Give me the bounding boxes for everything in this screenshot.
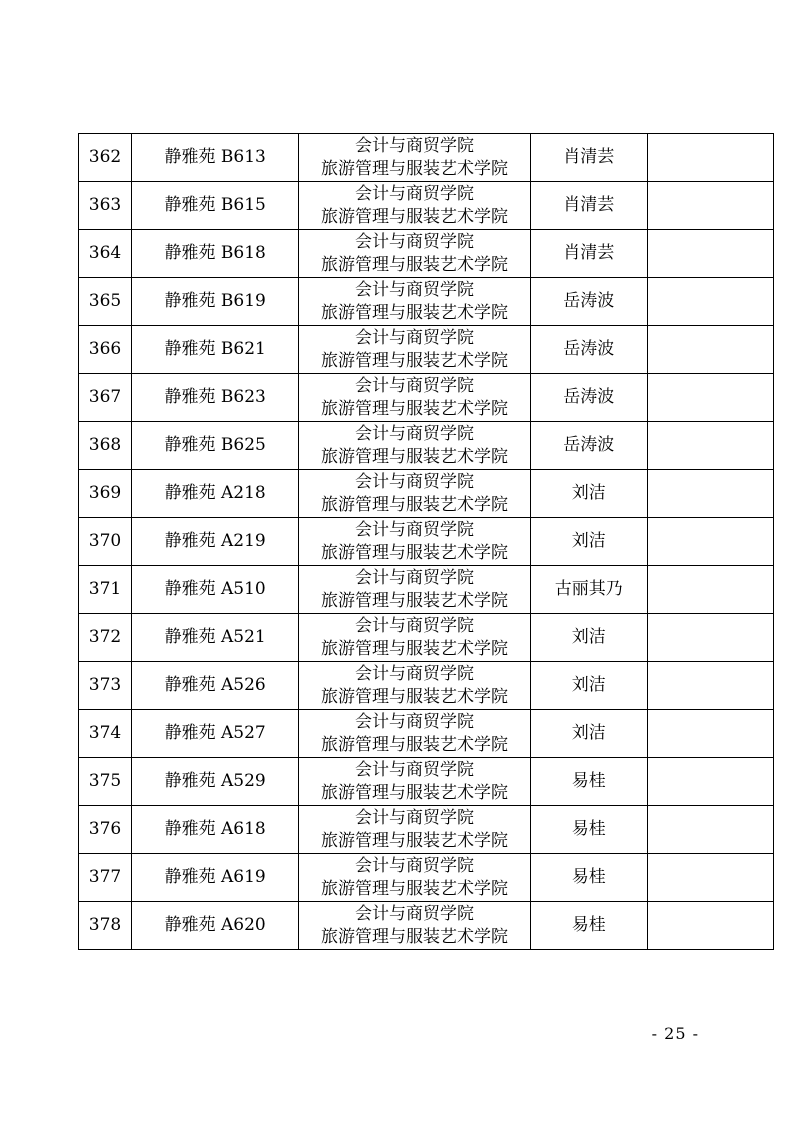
college-line-1: 会计与商贸学院 (354, 327, 474, 348)
table-body (79, 134, 774, 950)
person-cell: 易桂 (530, 902, 647, 950)
person-cell: 刘洁 (530, 518, 647, 566)
table-row (79, 662, 774, 710)
room-cell: 静雅苑 B625 (132, 422, 299, 470)
room-cell: 静雅苑 B621 (132, 326, 299, 374)
note-cell (647, 230, 773, 278)
person-cell: 肖清芸 (530, 134, 647, 182)
room-cell: 静雅苑 A219 (132, 518, 299, 566)
table-row (79, 710, 774, 758)
table-row (79, 374, 774, 422)
college-cell (299, 422, 530, 470)
room-cell: 静雅苑 A620 (132, 902, 299, 950)
room-cell: 静雅苑 A618 (132, 806, 299, 854)
college-cell (299, 614, 530, 662)
row-number-cell: 375 (79, 758, 132, 806)
note-cell (647, 854, 773, 902)
room-cell: 静雅苑 B618 (132, 230, 299, 278)
college-cell (299, 806, 530, 854)
college-line-2: 旅游管理与服装艺术学院 (320, 686, 508, 707)
college-line-2: 旅游管理与服装艺术学院 (320, 542, 508, 563)
college-line-1: 会计与商贸学院 (354, 279, 474, 300)
table-row (79, 902, 774, 950)
college-line-1: 会计与商贸学院 (354, 231, 474, 252)
note-cell (647, 902, 773, 950)
college-line-2: 旅游管理与服装艺术学院 (320, 878, 508, 899)
college-cell (299, 662, 530, 710)
person-cell: 刘洁 (530, 710, 647, 758)
person-cell: 刘洁 (530, 470, 647, 518)
row-number-cell: 362 (79, 134, 132, 182)
note-cell (647, 758, 773, 806)
person-cell: 肖清芸 (530, 182, 647, 230)
college-cell (299, 374, 530, 422)
college-line-1: 会计与商贸学院 (354, 423, 474, 444)
row-number-cell: 367 (79, 374, 132, 422)
college-cell (299, 230, 530, 278)
college-line-2: 旅游管理与服装艺术学院 (320, 494, 508, 515)
table-row (79, 134, 774, 182)
table-row (79, 278, 774, 326)
college-line-2: 旅游管理与服装艺术学院 (320, 446, 508, 467)
row-number-cell: 369 (79, 470, 132, 518)
table-row (79, 806, 774, 854)
college-cell (299, 470, 530, 518)
person-cell: 易桂 (530, 758, 647, 806)
college-cell (299, 710, 530, 758)
row-number-cell: 376 (79, 806, 132, 854)
row-number-cell: 372 (79, 614, 132, 662)
college-line-2: 旅游管理与服装艺术学院 (320, 302, 508, 323)
college-cell (299, 902, 530, 950)
note-cell (647, 566, 773, 614)
person-cell: 岳涛波 (530, 422, 647, 470)
room-cell: 静雅苑 A521 (132, 614, 299, 662)
note-cell (647, 134, 773, 182)
college-cell (299, 326, 530, 374)
note-cell (647, 422, 773, 470)
note-cell (647, 326, 773, 374)
person-cell: 刘洁 (530, 662, 647, 710)
note-cell (647, 182, 773, 230)
note-cell (647, 614, 773, 662)
table-row (79, 470, 774, 518)
college-line-1: 会计与商贸学院 (354, 135, 474, 156)
person-cell: 易桂 (530, 854, 647, 902)
college-line-2: 旅游管理与服装艺术学院 (320, 398, 508, 419)
college-line-1: 会计与商贸学院 (354, 567, 474, 588)
page-number: - 25 - (651, 1024, 699, 1043)
college-cell (299, 182, 530, 230)
row-number-cell: 370 (79, 518, 132, 566)
row-number-cell: 371 (79, 566, 132, 614)
table-row (79, 566, 774, 614)
row-number-cell: 378 (79, 902, 132, 950)
room-cell: 静雅苑 A529 (132, 758, 299, 806)
note-cell (647, 470, 773, 518)
college-line-1: 会计与商贸学院 (354, 663, 474, 684)
note-cell (647, 710, 773, 758)
college-cell (299, 278, 530, 326)
college-line-2: 旅游管理与服装艺术学院 (320, 254, 508, 275)
person-cell: 易桂 (530, 806, 647, 854)
college-line-2: 旅游管理与服装艺术学院 (320, 158, 508, 179)
college-line-2: 旅游管理与服装艺术学院 (320, 926, 508, 947)
college-line-2: 旅游管理与服装艺术学院 (320, 350, 508, 371)
table-row (79, 518, 774, 566)
college-cell (299, 758, 530, 806)
college-line-2: 旅游管理与服装艺术学院 (320, 782, 508, 803)
college-line-1: 会计与商贸学院 (354, 615, 474, 636)
table-row (79, 182, 774, 230)
note-cell (647, 518, 773, 566)
table-row (79, 230, 774, 278)
college-line-2: 旅游管理与服装艺术学院 (320, 206, 508, 227)
row-number-cell: 366 (79, 326, 132, 374)
row-number-cell: 374 (79, 710, 132, 758)
room-cell: 静雅苑 A510 (132, 566, 299, 614)
room-cell: 静雅苑 A526 (132, 662, 299, 710)
college-cell (299, 518, 530, 566)
table-row (79, 758, 774, 806)
row-number-cell: 377 (79, 854, 132, 902)
person-cell: 岳涛波 (530, 278, 647, 326)
row-number-cell: 368 (79, 422, 132, 470)
row-number-cell: 364 (79, 230, 132, 278)
note-cell (647, 278, 773, 326)
person-cell: 刘洁 (530, 614, 647, 662)
college-line-2: 旅游管理与服装艺术学院 (320, 638, 508, 659)
room-cell: 静雅苑 A218 (132, 470, 299, 518)
person-cell: 岳涛波 (530, 374, 647, 422)
table-row (79, 422, 774, 470)
college-line-1: 会计与商贸学院 (354, 903, 474, 924)
college-line-1: 会计与商贸学院 (354, 711, 474, 732)
college-cell (299, 134, 530, 182)
table-row (79, 854, 774, 902)
note-cell (647, 662, 773, 710)
college-line-2: 旅游管理与服装艺术学院 (320, 830, 508, 851)
college-cell (299, 854, 530, 902)
row-number-cell: 365 (79, 278, 132, 326)
college-line-1: 会计与商贸学院 (354, 807, 474, 828)
college-line-2: 旅游管理与服装艺术学院 (320, 590, 508, 611)
room-cell: 静雅苑 A527 (132, 710, 299, 758)
note-cell (647, 374, 773, 422)
table-row (79, 614, 774, 662)
table-row (79, 326, 774, 374)
college-line-1: 会计与商贸学院 (354, 519, 474, 540)
room-cell: 静雅苑 B613 (132, 134, 299, 182)
room-cell: 静雅苑 B615 (132, 182, 299, 230)
college-line-1: 会计与商贸学院 (354, 471, 474, 492)
row-number-cell: 373 (79, 662, 132, 710)
college-line-1: 会计与商贸学院 (354, 855, 474, 876)
row-number-cell: 363 (79, 182, 132, 230)
person-cell: 肖清芸 (530, 230, 647, 278)
dormitory-assignment-table (78, 133, 774, 950)
person-cell: 岳涛波 (530, 326, 647, 374)
room-cell: 静雅苑 B623 (132, 374, 299, 422)
college-line-2: 旅游管理与服装艺术学院 (320, 734, 508, 755)
college-line-1: 会计与商贸学院 (354, 375, 474, 396)
room-cell: 静雅苑 B619 (132, 278, 299, 326)
note-cell (647, 806, 773, 854)
college-cell (299, 566, 530, 614)
room-cell: 静雅苑 A619 (132, 854, 299, 902)
college-line-1: 会计与商贸学院 (354, 183, 474, 204)
college-line-1: 会计与商贸学院 (354, 759, 474, 780)
person-cell: 古丽其乃 (530, 566, 647, 614)
